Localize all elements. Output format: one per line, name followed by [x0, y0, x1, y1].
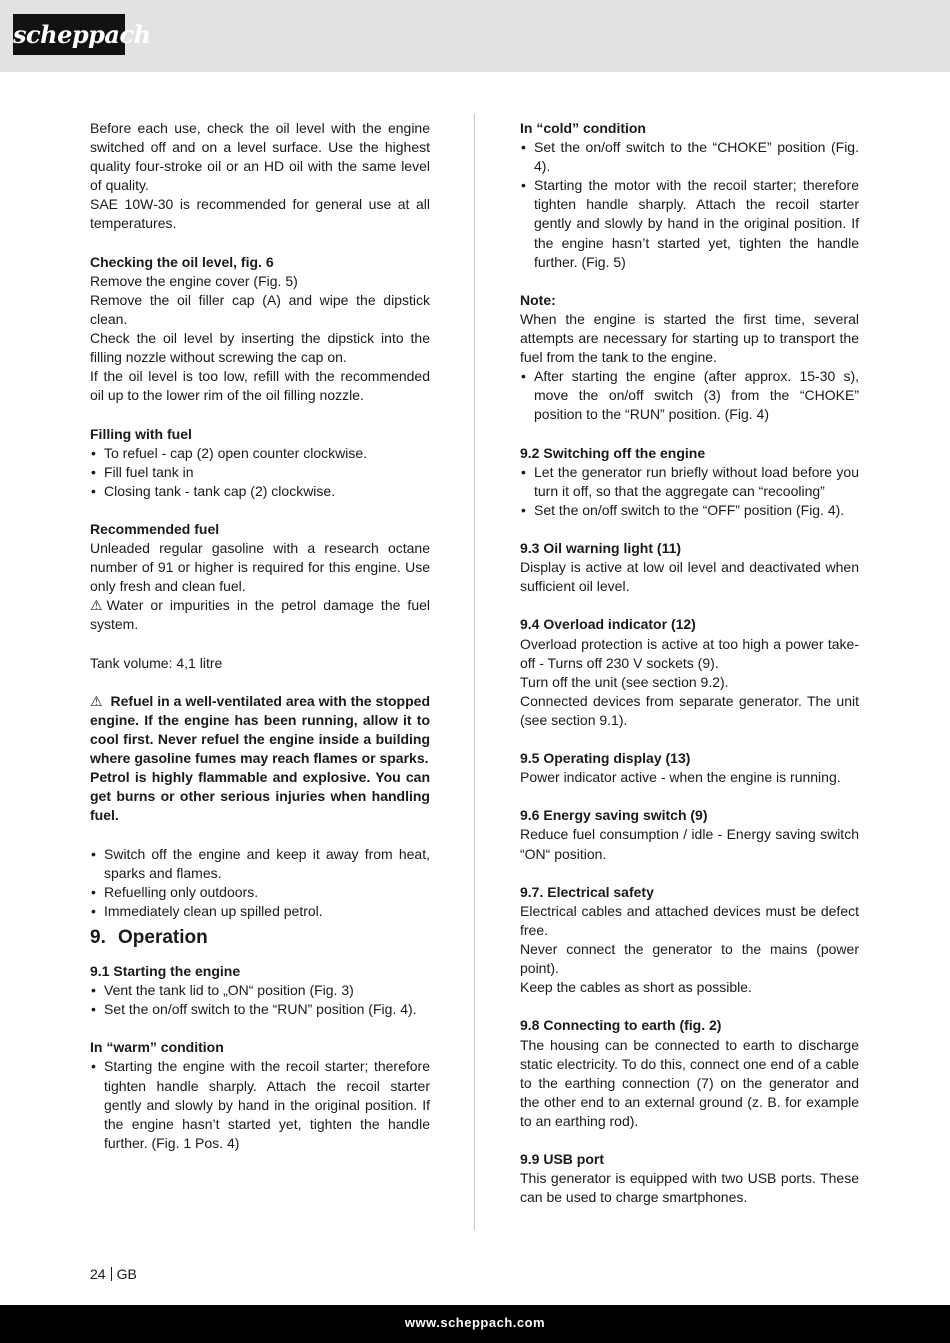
safety-list	[90, 845, 430, 921]
electrical-line: Electrical cables and attached devices must be defect free.	[520, 902, 859, 938]
overload-line: Overload protection is active at too high a power take-off - Turns off 230 V sockets (9).	[520, 635, 859, 671]
switch-off-list	[520, 463, 859, 520]
note-list	[520, 367, 859, 424]
list-item: • Closing tank - tank cap (2) clockwise.	[90, 482, 430, 501]
check-oil-heading: Checking the oil level, fig. 6	[90, 253, 274, 270]
water-warning: ⚠ Water or impurities in the petrol damage the fuel system.	[90, 597, 430, 633]
recommended-fuel-heading: Recommended fuel	[90, 520, 220, 537]
check-line: Check the oil level by inserting the dipstick into the filling nozzle without screwing the cap on.	[90, 330, 430, 366]
oil-intro: Before each use, check the oil level with the engine switched off and on a level surface. Use the highest quality four-stroke oil or an HD oil with the same level of quality.	[90, 120, 430, 194]
warm-condition-heading: In “warm” condition	[90, 1039, 224, 1056]
start-list	[90, 981, 430, 1019]
list-item: • Vent the tank lid to „ON“ position (Fig. 3)	[90, 981, 430, 1000]
refuel-warning: ⚠ Refuel in a well-ventilated area with the stopped engine. If the engine has been running, allow it to cool first. Never refuel the engine inside a building where gasoline fumes may reach flames or sparks.	[90, 692, 431, 767]
petrol-warning: Petrol is highly flammable and explosive. You can get burns or other serious injuries when handling fuel.	[90, 769, 430, 824]
page-header	[0, 0, 950, 72]
list-item: • Set the on/off switch to the “OFF” position (Fig. 4).	[520, 501, 859, 520]
list-item: • Refuelling only outdoors.	[90, 883, 430, 902]
left-column	[90, 119, 430, 1153]
operating-display-text: Power indicator active - when the engine is running.	[520, 769, 841, 786]
note-text: When the engine is started the first time, several attempts are necessary for starting up to transport the fuel from the tank to the engine.	[520, 310, 859, 366]
earth-text: The housing can be connected to earth to discharge static electricity. To do this, connect one end of a cable to the earthing connection (7) on the generator and the other end to an external ground (z. B. for example to an earthing rod).	[520, 1036, 859, 1129]
overload-line: Connected devices from separate generator. The unit (see section 9.1).	[520, 692, 859, 728]
energy-saving-heading: 9.6 Energy saving switch (9)	[520, 807, 708, 824]
switch-off-heading: 9.2 Switching off the engine	[520, 444, 706, 461]
list-item: • Fill fuel tank in	[90, 463, 430, 482]
list-item: • Starting the motor with the recoil starter; therefore tighten handle sharply. Attach the recoil starter gently and slowly by hand in the original position. If the engine hasn’t started yet, tighten the handle further. (Fig. 5)	[520, 176, 859, 271]
check-line: If the oil level is too low, refill with the recommended oil up to the lower rim of the oil filling nozzle.	[90, 368, 430, 404]
list-item: • Set the on/off switch to the “CHOKE” position (Fig. 4).	[520, 138, 859, 176]
sae-recommendation: SAE 10W-30 is recommended for general use at all temperatures.	[90, 196, 430, 232]
right-column	[520, 119, 859, 1207]
note-heading: Note:	[520, 291, 556, 308]
brand-logo: scheppach	[13, 14, 125, 55]
list-item: • Starting the engine with the recoil starter; therefore tighten handle sharply. Attach the recoil starter gently and slowly by hand in the original position. If the engine hasn’t started yet, tighten the handle further. (Fig. 1 Pos. 4)	[90, 1057, 430, 1152]
check-line: Remove the engine cover (Fig. 5)	[90, 272, 298, 289]
oil-warning-heading: 9.3 Oil warning light (11)	[520, 540, 682, 557]
list-item: • Let the generator run briefly without load before you turn it off, so that the aggregate can “recooling”	[520, 463, 859, 501]
page-number: 24 GB	[90, 1266, 137, 1282]
warning-triangle-icon: ⚠	[90, 597, 103, 614]
list-item: • To refuel - cap (2) open counter clockwise.	[90, 444, 430, 463]
fuel-list	[90, 444, 430, 501]
section-heading: 9. Operation	[90, 926, 208, 948]
energy-saving-text: Reduce fuel consumption / idle - Energy saving switch “ON“ position.	[520, 826, 859, 862]
footer-bar	[0, 1305, 950, 1343]
usb-text: This generator is equipped with two USB ports. These can be used to charge smartphones.	[520, 1170, 859, 1206]
recommended-fuel-text: Unleaded regular gasoline with a research octane number of 91 or higher is required for this engine. Use only fresh and clean fuel.	[90, 540, 430, 595]
cold-list	[520, 138, 859, 272]
overload-heading: 9.4 Overload indicator (12)	[520, 616, 696, 633]
overload-line: Turn off the unit (see section 9.2).	[520, 673, 729, 690]
filling-fuel-heading: Filling with fuel	[90, 425, 192, 442]
list-item: • After starting the engine (after approx. 15-30 s), move the on/off switch (3) from the “CHOKE” position to the “RUN” position. (Fig. 4)	[520, 367, 859, 424]
warm-list	[90, 1057, 430, 1152]
website-link[interactable]: www.scheppach.com	[404, 1315, 546, 1330]
electrical-line: Keep the cables as short as possible.	[520, 979, 752, 996]
oil-warning-text: Display is active at low oil level and deactivated when sufficient oil level.	[520, 559, 859, 595]
earth-heading: 9.8 Connecting to earth (fig. 2)	[520, 1017, 722, 1034]
list-item: • Set the on/off switch to the “RUN” position (Fig. 4).	[90, 1000, 430, 1019]
starting-engine-heading: 9.1 Starting the engine	[90, 962, 241, 979]
list-item: • Switch off the engine and keep it away from heat, sparks and flames.	[90, 845, 430, 883]
check-line: Remove the oil filler cap (A) and wipe the dipstick clean.	[90, 291, 430, 327]
tank-volume: Tank volume: 4,1 litre	[90, 654, 223, 671]
cold-condition-heading: In “cold” condition	[520, 120, 646, 136]
column-divider	[474, 114, 475, 1230]
usb-heading: 9.9 USB port	[520, 1151, 605, 1168]
warning-triangle-icon: ⚠	[90, 692, 103, 709]
list-item: • Immediately clean up spilled petrol.	[90, 902, 430, 921]
electrical-line: Never connect the generator to the mains (power point).	[520, 941, 859, 977]
electrical-safety-heading: 9.7. Electrical safety	[520, 883, 654, 900]
operating-display-heading: 9.5 Operating display (13)	[520, 750, 691, 767]
